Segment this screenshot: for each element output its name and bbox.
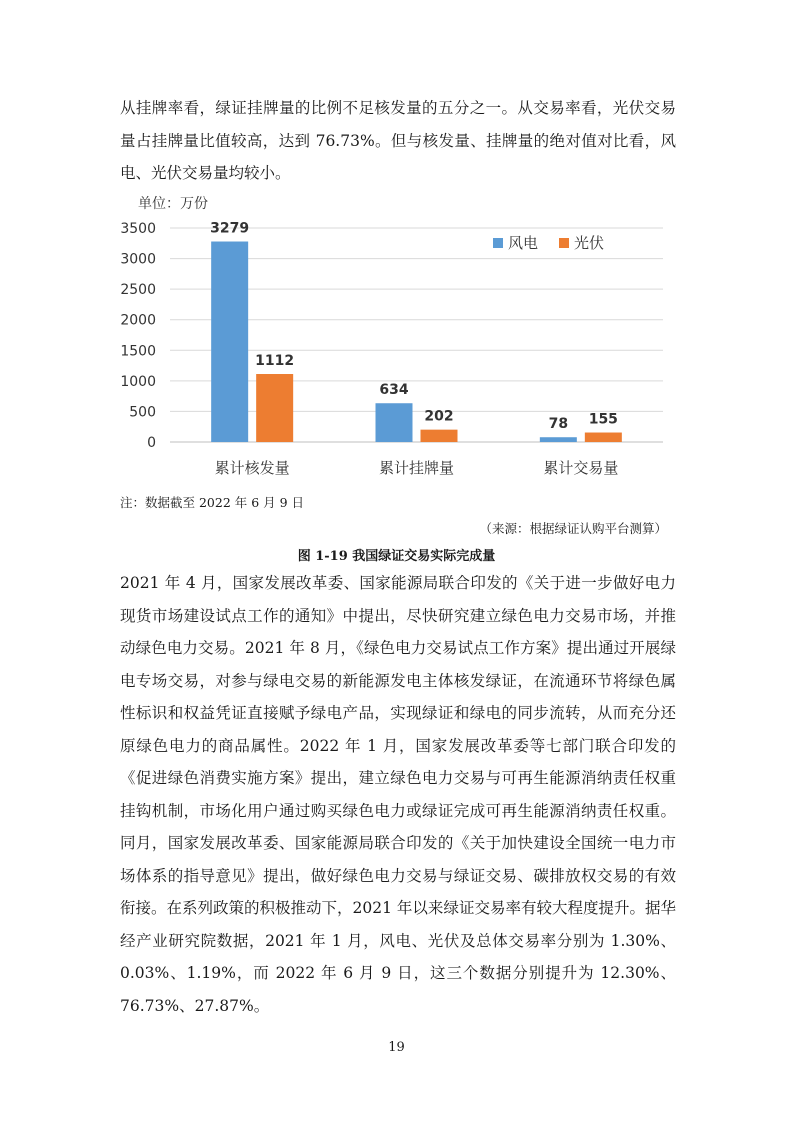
figure-caption: 图 1-19 我国绿证交易实际完成量 — [297, 549, 496, 564]
legend-label: 风电 — [508, 234, 539, 252]
x-category-label: 累计交易量 — [543, 459, 619, 477]
paragraph-policy: 2021 年 4 月，国家发展改革委、国家能源局联合印发的《关于进一步做好电力现货市场建设试点工作的通知》中提出，尽快研究建立绿色电力交易市场，并推动绿色电力交易。2021 年 8 月，《绿色电力交易试点工作方案》提出通过开展绿电专场交易，对参与绿电交易的新能源发电主体核发绿证，在流通环节将绿色属性标识和权益凭证直接赋予绿电产品，实现绿证和绿电的同步流转，从而充分还原绿色电力的商品属性。2022 年 1 月，国家发展改革委等七部门联合印发的《促进绿色消费实施方案》提出，建立绿色电力交易与可再生能源消纳责任权重挂钩机制，市场化用户通过购买绿色电力或绿证完成可再生能源消纳责任权重。同月，国家发展改革委、国家能源局联合印发的《关于加快建设全国统一电力市场体系的指导意见》提出，做好绿色电力交易与绿证交易、碳排放权交易的有效衔接。在系列政策的积极推动下，2021 年以来绿证交易率有较大程度提升。据华经产业研究院数据，2021 年 1 月，风电、光伏及总体交易率分别为 1.30%、0.03%、1.19%，而 2022 年 6 月 9 日，这三个数据分别提升为 12.30%、76.73%、27.87%。 — [120, 574, 676, 1015]
chart-note: 注：数据截至 2022 年 6 月 9 日 — [120, 495, 305, 510]
bar-value-label: 634 — [379, 382, 409, 399]
chart-svg — [118, 186, 668, 496]
bar-chart — [118, 186, 668, 496]
bar-value-label: 3279 — [210, 220, 250, 237]
legend-swatch — [559, 238, 569, 248]
y-tick-label: 2500 — [120, 282, 156, 299]
chart-y-axis — [120, 221, 156, 451]
bar-value-label: 1112 — [255, 353, 295, 370]
legend-label: 光伏 — [574, 234, 605, 252]
bar — [211, 242, 248, 442]
chart-x-axis — [215, 459, 619, 477]
bar — [256, 374, 293, 442]
chart-legend — [493, 234, 604, 252]
y-tick-label: 3500 — [120, 221, 156, 237]
y-tick-label: 500 — [129, 404, 156, 421]
bar-value-label: 78 — [548, 416, 569, 433]
legend-swatch — [493, 238, 503, 248]
chart-source: （来源：根据绿证认购平台测算） — [479, 521, 667, 536]
bar — [585, 433, 622, 442]
y-tick-label: 0 — [147, 435, 156, 451]
y-tick-label: 2000 — [120, 312, 156, 329]
y-tick-label: 1500 — [120, 343, 156, 360]
bar-value-label: 155 — [588, 411, 618, 428]
bar — [540, 437, 577, 442]
x-category-label: 累计核发量 — [214, 459, 290, 477]
bar — [421, 430, 458, 442]
paragraph-intro: 从挂牌率看，绿证挂牌量的比例不足核发量的五分之一。从交易率看，光伏交易量占挂牌量比值较高，达到 76.73%。但与核发量、挂牌量的绝对值对比看，风电、光伏交易量均较小。 — [120, 99, 676, 182]
x-category-label: 累计挂牌量 — [378, 459, 455, 477]
page-number: 19 — [388, 1040, 405, 1055]
bar-value-label: 202 — [424, 408, 454, 425]
bar — [376, 403, 413, 442]
y-tick-label: 3000 — [120, 251, 156, 268]
y-tick-label: 1000 — [120, 373, 156, 390]
chart-unit-label: 单位：万份 — [138, 196, 208, 212]
